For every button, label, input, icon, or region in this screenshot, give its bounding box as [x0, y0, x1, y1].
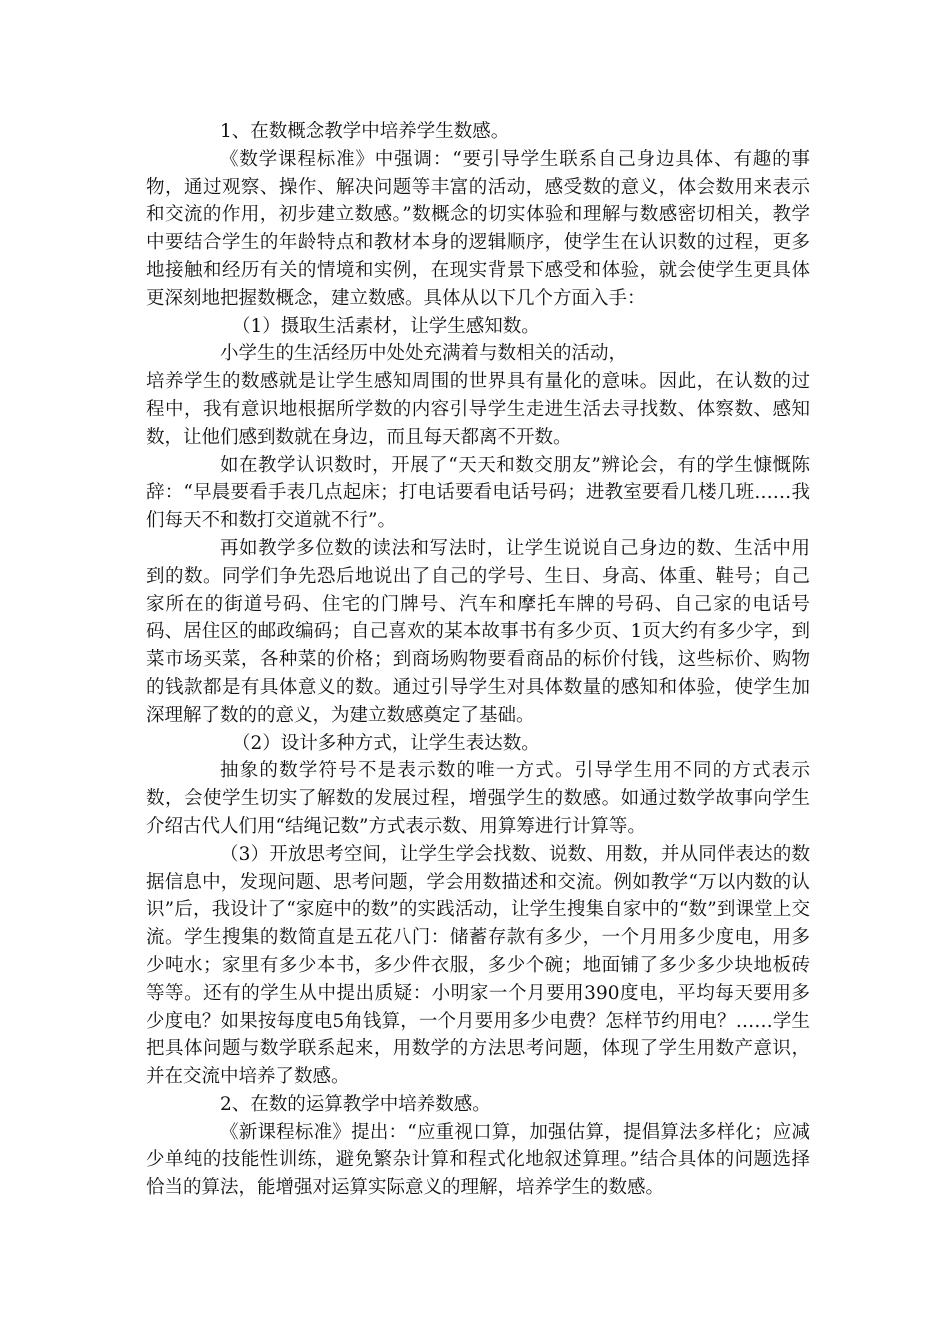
paragraph: 如在教学认识数时，开展了“天天和数交朋友”辨论会，有的学生慷慨陈辞：“早晨要看手表几点起床；打电话要看电话号码；进教室要看几楼几班……我们每天不和数打交道就不行”。: [146, 454, 810, 532]
paragraph-continuation: 培养学生的数感就是让学生感知周围的世界具有量化的意味。因此，在认数的过程中，我有意识地根据所学数的内容引导学生走进生活去寻找数、体察数、感知数，让他们感到数就在身边，而且每天都离不开数。: [146, 371, 810, 448]
subsection-heading-1: （1）摄取生活素材，让学生感知数。: [232, 315, 540, 337]
section-heading-1: 1、在数概念教学中培养学生数感。: [220, 121, 510, 142]
paragraph: 《新课程标准》提出：“应重视口算，加强估算，提倡算法多样化；应减少单纯的技能性训练，避免繁杂计算和程式化地叙述算理。”结合具体的问题选择恰当的算法，能增强对运算实际意义的理解，培养学生的数感。: [146, 1121, 810, 1199]
document-page: [146, 118, 810, 1202]
subsection-heading-2: （2）设计多种方式，让学生表达数。: [232, 732, 540, 754]
paragraph: （3）开放思考空间，让学生学会找数、说数、用数，并从同伴表达的数据信息中，发现问题、思考问题，学会用数描述和交流。例如教学“万以内数的认识”后，我设计了“家庭中的数”的实践活动，让学生搜集自家中的“数”到课堂上交流。学生搜集的数简直是五花八门：储蓄存款有多少，一个月用多少度电，用多少吨水；家里有多少本书，多少件衣服，多少个碗；地面铺了多少多少块地板砖等等。还有的学生从中提出质疑：小明家一个月要用390度电，平均每天要用多少度电？如果按每度电5角钱算，一个月要用多少电费？怎样节约用电？……学生把具体问题与数学联系起来，用数学的方法思考问题，体现了学生用数产意识，并在交流中培养了数感。: [146, 843, 810, 1088]
paragraph-lead: 小学生的生活经历中处处充满着与数相关的活动，: [220, 343, 628, 365]
paragraph: 抽象的数学符号不是表示数的唯一方式。引导学生用不同的方式表示数，会使学生切实了解数的发展过程，增强学生的数感。如通过数学故事向学生介绍古代人们用“结绳记数”方式表示数、用算筹进行计算等。: [146, 760, 810, 837]
paragraph: 再如教学多位数的读法和写法时，让学生说说自己身边的数、生活中用到的数。同学们争先恐后地说出了自己的学号、生日、身高、体重、鞋号；自己家所在的街道号码、住宅的门牌号、汽车和摩托车牌的号码、自己家的电话号码、居住区的邮政编码；自己喜欢的某本故事书有多少页、1页大约有多少字，到菜市场买菜，各种菜的价格；到商场购物要看商品的标价付钱，这些标价、购物的钱款都是有具体意义的数。通过引导学生对具体数量的感知和体验，使学生加深理解了数的的意义，为建立数感奠定了基础。: [146, 537, 810, 726]
paragraph: 《数学课程标准》中强调：“要引导学生联系自己身边具体、有趣的事物，通过观察、操作、解决问题等丰富的活动，感受数的意义，体会数用来表示和交流的作用，初步建立数感。”数概念的切实体验和理解与数感密切相关，教学中要结合学生的年龄特点和教材本身的逻辑顺序，使学生在认识数的过程，更多地接触和经历有关的情境和实例，在现实背景下感受和体验，就会使学生更具体更深刻地把握数概念，建立数感。具体从以下几个方面入手：: [146, 148, 810, 309]
section-heading-2: 2、在数的运算教学中培养数感。: [220, 1093, 491, 1115]
